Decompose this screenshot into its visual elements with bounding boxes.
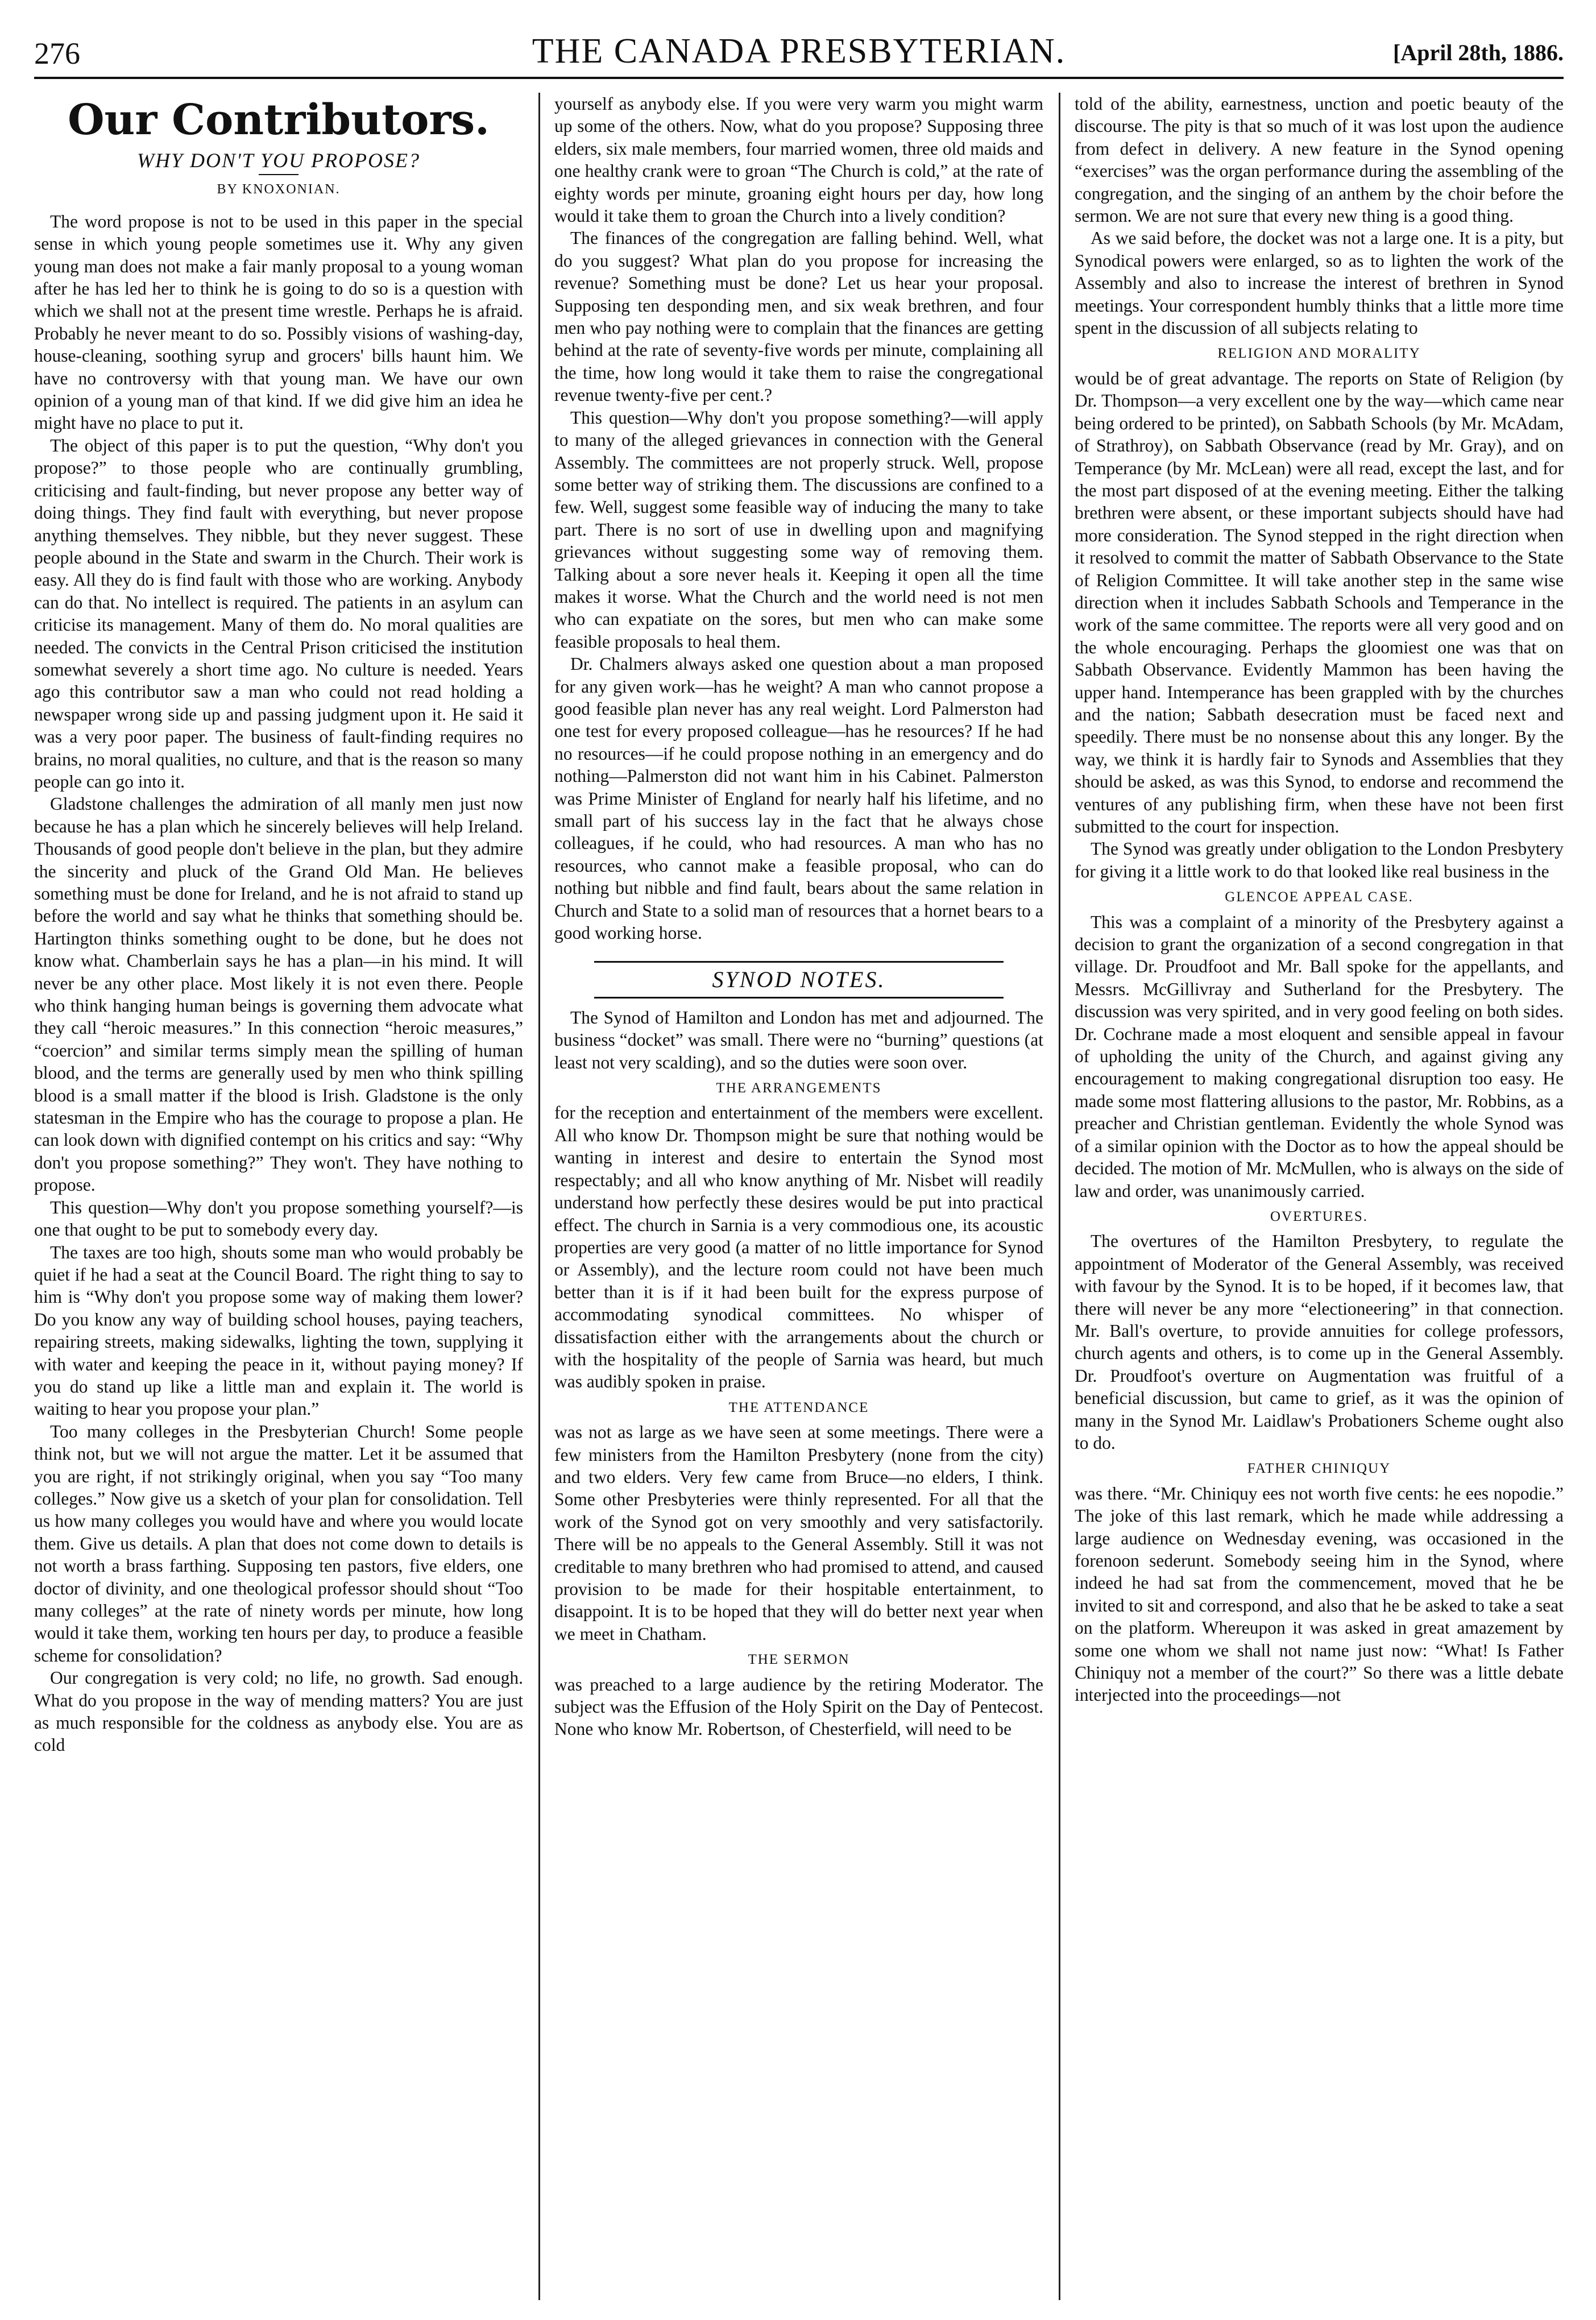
issue-date: [April 28th, 1886. — [1393, 40, 1564, 65]
paragraph: Dr. Chalmers always asked one question about a man proposed for any given work—has he weight? A man who cannot propose a good feasible plan never has any real weight. Lord Palmerston had one test for every proposed colleague—has he resources? If he had no resources—if he could propose nothing in an emergency and do nothing—Palmerston did not want him in his Cabinet. Palmerston was Prime Minister of England for nearly half his lifetime, and no small part of his success lay in the fact that he always chose colleagues, if he could, who had resources. A man who has no resources, who cannot make a feasible proposal, who can do nothing but nibble and find fault, bears about the same relation in Church and State to a solid man of resources that a hornet bears to a good working horse. — [554, 654, 1043, 943]
paragraph: The finances of the congregation are falling behind. Well, what do you suggest? What plan do you propose for increasing the revenue? Something must be done? Let us hear your proposal. Supposing ten desponding men, and six weak brethren, and four men who pay nothing were to complain that the finances are getting behind at the rate of seventy-five words per minute, complaining all the time, how long would it take them to raise the congregational revenue twenty-five per cent.? — [554, 228, 1043, 405]
paragraph: was preached to a large audience by the retiring Moderator. The subject was the Effusion of the Holy Spirit on the Day of Pentecost. None who know Mr. Robertson, of Chesterfield, will need to be — [554, 1674, 1043, 1739]
byline: BY KNOXONIAN. — [217, 182, 341, 197]
paragraph: As we said before, the docket was not a large one. It is a pity, but Synodical powers were enlarged, so as to lighten the work of the Assembly and also to increase the interest of brethren in Synod meetings. Your correspondent humbly thinks that a little more time spent in the discussion of all subjects relating to — [1075, 228, 1564, 338]
newspaper-page — [34, 31, 1564, 2300]
paragraph: yourself as anybody else. If you were very warm you might warm up some of the others. Now, what do you propose? Supposing three elders, six male members, four married women, three old maids and one healthy crank were to groan “The Church is cold,” at the rate of eighty words per minute, groaning eight hours per day, how long would it take them to groan the Church into a lively condition? — [554, 94, 1043, 226]
paragraph: Our congregation is very cold; no life, no growth. Sad enough. What do you propose in the way of mending matters? You are just as much responsible for the coldness as anybody else. You are as cold — [34, 1668, 523, 1755]
paragraph: The word propose is not to be used in this paper in the special sense in which young people sometimes use it. Why any given young man does not make a fair manly proposal to a young woman after he has led her to think he is going to do so is a question with which we shall not at the present time wrestle. Perhaps he is afraid. Probably he never meant to do so. Possibly visions of washing-day, house-cleaning, soothing syrup and grocers' bills haunt him. We have no controversy with that young man. We have our own opinion of a young man of that kind. If we did give him an idea he might have no place to put it. — [34, 211, 523, 433]
masthead — [34, 31, 1564, 79]
column-1 — [34, 93, 523, 2300]
subheading: THE ARRANGEMENTS — [716, 1080, 882, 1096]
subheading: OVERTURES. — [1270, 1208, 1368, 1224]
paragraph: The object of this paper is to put the question, “Why don't you propose?” to those people who are continually grumbling, criticising and fault-finding, but never propose any better way of doing things. They find fault with everything, but never propose anything themselves. They nibble, but they never suggest. These people abound in the State and swarm in the Church. Their work is easy. All they do is find fault with those who are working. Anybody can do that. No intellect is required. The patients in an asylum can criticise its management. Many of them do. No moral qualities are needed. The convicts in the Central Prison criticised the institution somewhat severely a short time ago. No culture is needed. Years ago this contributor saw a man who could not read holding a newspaper wrong side up and passing judgment upon it. He said it was a very poor paper. The business of fault-finding requires no brains, no moral qualities, no culture, and that is the reason so many people can go into it. — [34, 435, 523, 792]
paragraph: This question—Why don't you propose something?—will apply to many of the alleged grievances in connection with the General Assembly. The committees are not properly struck. Well, propose some better way of striking them. The discussions are confined to a few. Well, suggest some feasible way of inducing the many to take part. There is no sort of use in dwelling upon and magnifying grievances without suggesting some way of removing them. Talking about a sore never heals it. Keeping it open all the time makes it worse. What the Church and the world need is not men who can expatiate on the sores, but men who can make some feasible proposals to heal them. — [554, 407, 1043, 652]
columns — [34, 93, 1564, 2300]
paragraph: was not as large as we have seen at some meetings. There were a few ministers from the Hamilton Presbytery (none from the city) and two elders. Very few came from Bruce—no elders, I think. Some other Presbyteries were thinly represented. For all that the work of the Synod got on very smoothly and very satisfactorily. There will be no appeals to the General Assembly. Still it was not creditable to many brethren who had promised to attend, and caused provision to be made for their hospitable entertainment, to disappoint. It is to be hoped that they will do better next year when we meet in Chatham. — [554, 1422, 1043, 1644]
column-rule — [538, 93, 540, 2300]
paragraph: was there. “Mr. Chiniquy ees not worth five cents: he ees nopodie.” The joke of this last remark, which he made while addressing a large audience on Wednesday evening, was occasioned in the forenoon sederunt. Somebody seeing him in the Synod, where indeed he had sat from the commencement, moved that he be invited to sit and correspond, and also that he be asked to take a seat on the platform. Whereupon it was asked in great amazement by some one whom we shall not name just now: “What! Is Father Chiniquy not a member of the court?” So there was a little debate interjected into the proceedings—not — [1075, 1483, 1564, 1705]
journal-title: THE CANADA PRESBYTERIAN. — [532, 32, 1066, 71]
paragraph: Too many colleges in the Presbyterian Church! Some people think not, but we will not argue the matter. Let it be assumed that you are right, if not strikingly original, when you say “Too many colleges.” Now give us a sketch of your plan for consolidation. Tell us how many colleges you would have and where you would locate them. Give us details. A plan that does not come down to details is not worth a brass farthing. Supposing ten pastors, five elders, one doctor of divinity, and one theological professor should shout “Too many colleges” at the rate of ninety words per minute, how long would it take them, working ten hours per day, to produce a feasible scheme for consolidation? — [34, 1421, 523, 1666]
department-heading: Our Contributors. — [68, 96, 490, 144]
paragraph: The Synod of Hamilton and London has met and adjourned. The business “docket” was small. There were no “burning” questions (at least not very scalding), and so the duties were soon over. — [554, 1007, 1043, 1072]
paragraph: This was a complaint of a minority of the Presbytery against a decision to grant the organization of a second congregation in that village. Dr. Proudfoot and Mr. Ball spoke for the appellants, and Messrs. McGillivray and Sutherland for the Presbytery. The discussion was very spirited, and in very good feeling on both sides. Dr. Cochrane made a most eloquent and sensible appeal in favour of upholding the unity of the Church, and against giving any encouragement to making congregational disruption too easy. He made some most flattering allusions to the pastor, Mr. Robbins, as a preacher and Christian gentleman. Evidently the whole Synod was of a similar opinion with the Doctor as to how the appeal should be decided. The motion of Mr. McMullen, who is always on the side of law and order, was unanimously carried. — [1075, 912, 1564, 1201]
subheading: RELIGION AND MORALITY — [1217, 346, 1421, 362]
subheading: THE ATTENDANCE — [728, 1399, 869, 1415]
divider — [259, 174, 299, 175]
paragraph: would be of great advantage. The reports on State of Religion (by Dr. Thompson—a very excellent one by the way—which came near being ordered to be printed), on Sabbath Schools (by Mr. McAdam, of Strathroy), on Sabbath Observance (read by Mr. Gray), and on Temperance (by Mr. McLean) were all read, except the last, and for the most part disposed of at the evening meeting. Either the talking brethren were absent, or these important subjects should have had more consideration. The Synod stepped in the right direction when it resolved to commit the matter of Sabbath Observance to the State of Religion Committee. It will take another step in the same wise direction when it includes Sabbath Schools and Temperance in the work of the same committee. The reports were all very good and on the whole encouraging. Perhaps the gloomiest one was that on Sabbath Observance. Evidently Mammon has been having the upper hand. Intemperance has been grappled with by the churches and the nation; Sabbath desecration must be faced next and speedily. There must be no nonsense about this any longer. By the way, we think it is hardly fair to Synods and Assemblies that they should be asked, as was this Synod, to endorse and recommend the ventures of any publishing firm, when these have not been first submitted to the court for inspection. — [1075, 368, 1564, 836]
column-3 — [1075, 93, 1564, 2300]
paragraph: The taxes are too high, shouts some man who would probably be quiet if he had a seat at the Council Board. The right thing to say to him is “Why don't you propose some way of making them lower? Do you know any way of building school houses, paying teachers, repairing streets, making sidewalks, lighting the town, supplying it with water and keeping the peace in it, without paying money? If you do stand up like a little man and explain it. The world is waiting to hear you propose your plan.” — [34, 1242, 523, 1419]
article-title: WHY DON'T YOU PROPOSE? — [136, 149, 421, 172]
section-title: SYNOD NOTES. — [594, 961, 1004, 998]
subheading: THE SERMON — [748, 1652, 850, 1668]
subheading: GLENCOE APPEAL CASE. — [1225, 889, 1413, 905]
column-rule — [1059, 93, 1060, 2300]
paragraph: The Synod was greatly under obligation to the London Presbytery for giving it a little work to do that looked like real business in the — [1075, 839, 1564, 881]
paragraph: Gladstone challenges the admiration of all manly men just now because he has a plan which he sincerely believes will help Ireland. Thousands of good people don't believe in the plan, but they admire the sincerity and pluck of the Grand Old Man. He believes something must be done for Ireland, and he is not afraid to stand up before the world and say what he thinks that something should be. Hartington thinks something ought to be done, but he does not know what. Chamberlain says he has a plan—in his mind. It will never be any other place. Most likely it is not even there. People who think hanging human beings is governing them advocate what they call “heroic measures.” In this connection “heroic measures,” “coercion” and similar terms simply mean the spilling of human blood, and the terms are generally used by men who think spilling blood is a small matter if the blood is Irish. Gladstone is the only statesman in the Empire who has the courage to propose a plan. He can look down with dignified contempt on his critics and say: “Why don't you propose something?” They won't. They have nothing to propose. — [34, 794, 523, 1195]
subheading: FATHER CHINIQUY — [1247, 1461, 1391, 1477]
column-2 — [554, 93, 1043, 2300]
paragraph: The overtures of the Hamilton Presbytery, to regulate the appointment of Moderator of the General Assembly, was received with favour by the Synod. It is to be hoped, if it becomes law, that there will never be any more “electioneering” in that connection. Mr. Ball's overture, to provide annuities for college professors, church agents and others, is to come up in the General Assembly. Dr. Proudfoot's overture on Augmentation was fruitful of a beneficial discussion, but came to grief, as it was the opinion of many in the Synod Mr. Laidlaw's Probationers Scheme ought also to do. — [1075, 1231, 1564, 1453]
paragraph: told of the ability, earnestness, unction and poetic beauty of the discourse. The pity is that so much of it was lost upon the audience from defect in delivery. A new feature in the Synod opening “exercises” was the organ performance during the assembling of the congregation, and the singing of an anthem by the choir before the sermon. We are not sure that every new thing is a good thing. — [1075, 94, 1564, 226]
paragraph: This question—Why don't you propose something yourself?—is one that ought to be put to somebody every day. — [34, 1197, 523, 1240]
page-number: 276 — [34, 36, 80, 71]
paragraph: for the reception and entertainment of the members were excellent. All who know Dr. Thompson might be sure that nothing would be wanting in interest and desire to entertain the Synod most respectably; and all who know anything of Mr. Nisbet will readily understand how perfectly these desires would be put into practical effect. The church in Sarnia is a very commodious one, its acoustic properties are very good (a matter of no little importance for Synod or Assembly), and the lecture room could not have been much better than it is if it had been built for the express purpose of accommodating synodical committees. No whisper of dissatisfaction either with the arrangements about the church or with the hospitality of the people of Sarnia was heard, but much was audibly spoken in praise. — [554, 1103, 1043, 1392]
